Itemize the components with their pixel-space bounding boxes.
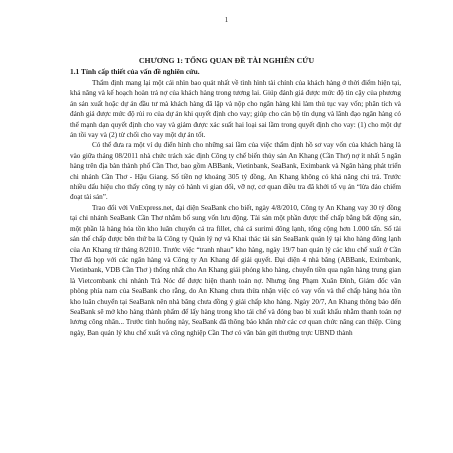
paragraph-3: Trao đổi với VnExpress.net, đại diện SeaBank cho biết, ngày 4/8/2010, Công ty An Khang vay 30 tỷ đồng tại chi nhánh SeaBank Cần Thơ nhằm bổ sung vốn lưu động. Tài sản một phần được thế chấp bằng bất động sản, một phần là hàng hóa tồn kho luân chuyển cá tra fillet, chả cá surimi đông lạnh, tổng cộng hơn 1.000 tấn. Số tài sản thế chấp được bên thứ ba là Công ty Quản lý nợ và Khai thác tài sản SeaBank quản lý tại kho hàng đông lạnh của An Khang từ tháng 8/2010. Trước việc “tranh nhau” kho hàng, ngày 19/7 ban quản lý các khu chế xuất ở Cần Thơ đã họp với các ngân hàng và Công ty An Khang để giải quyết. Đại diện 4 nhà băng (ABBank, Eximbank, Vietinbank, VDB Cần Thơ ) thống nhất cho An Khang giải phóng kho hàng, chuyển tiền qua ngân hàng trung gian là Vietcombank chi nhánh Trà Nóc để được hiện thanh toán nợ. Nhưng ông Phạm Xuân Đình, Giám đốc văn phòng phía nam của SeaBank cho rằng, do An Khang chưa thừa nhận việc có vay vốn và thế chấp hàng hóa tồn kho luân chuyển tại SeaBank nên nhà băng chưa đồng ý giải chấp kho hàng. Ngày 20/7, An Khang thông báo đến SeaBank sẽ mở kho hàng thành phẩm để lấy hàng trong kho tái chế và đóng bao bì xuất khẩu nhằm thanh toán nợ lương công nhân... Trước tình huống này, SeaBank đã thông báo khẩn nhờ các cơ quan chức năng can thiệp. Cùng ngày, Ban quản lý khu chế xuất và công nghiệp Cần Thơ có văn bản gửi thường trực UBND thành	[70, 203, 401, 337]
page-number: 1	[224, 16, 229, 24]
body-text	[70, 78, 401, 338]
paragraph-2: Có thể đưa ra một ví dụ điển hình cho những sai lầm của việc thẩm định hồ sơ vay vốn của khách hàng là vào giữa tháng 08/2011 nhà chức trách xác định Công ty chế biến thủy sản An Khang (Cần Thơ) nợ ít nhất 5 ngân hàng trên địa bàn thành phố Cần Thơ, bao gồm ABBank, Vietinbank, SeaBank, Eximbank và Ngân hàng phát triển chi nhánh Cần Thơ - Hậu Giang. Số tiền nợ khoảng 305 tỷ đồng, An Khang không có khả năng chi trả. Trước nhiều dấu hiệu cho thấy công ty này có hành vi gian dối, vỡ nợ, cơ quan điều tra đã khởi tố vụ án “lừa đảo chiếm đoạt tài sản”.	[70, 141, 401, 202]
chapter-title: CHƯƠNG 1: TỔNG QUAN ĐỀ TÀI NGHIÊN CỨU	[138, 56, 315, 65]
section-heading: 1.1 Tính cấp thiết của vấn đề nghiên cứu.	[70, 67, 200, 76]
paragraph-1: Thẩm định mang lại một cái nhìn bao quát nhất về tình hình tài chính của khách hàng ở thời điểm hiện tại, khả năng và kế hoạch hoàn trả nợ của khách hàng trong tương lai. Giúp đánh giá được mức độ tin cậy của phương án sản xuất hoặc dự án đầu tư mà khách hàng đã lập và nộp cho ngân hàng khi làm thủ tục vay vốn; phân tích và đánh giá được mức độ rủi ro của dự án khi quyết định cho vay; giúp cho cán bộ tín dụng và lãnh đạo ngân hàng có thể mạnh dạn quyết định cho vay và giảm được xác suất hai loại sai lầm trong quyết định cho vay: (1) cho một dự án tồi vay và (2) từ chối cho vay một dự án tốt.	[70, 79, 401, 140]
